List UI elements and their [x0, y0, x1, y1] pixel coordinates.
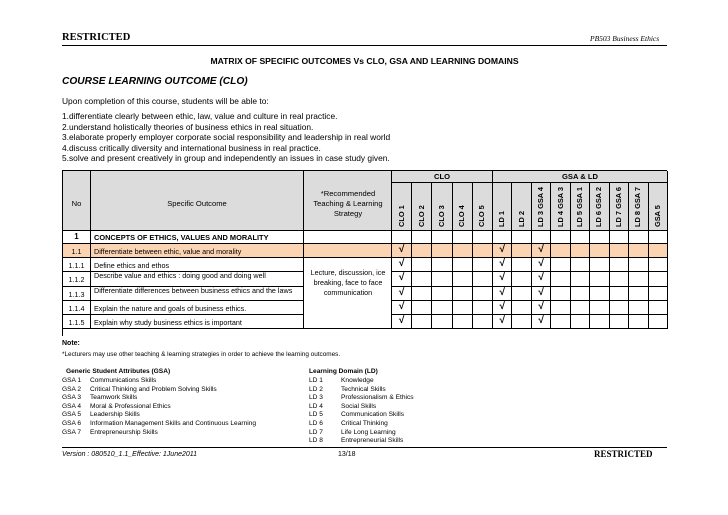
- row-gsa-cell: [590, 287, 609, 301]
- topic-gsa-cell: [493, 231, 512, 244]
- row-no-cell: [63, 315, 91, 329]
- topic-clo-cell: [473, 231, 493, 244]
- row-clo-cell: [453, 258, 473, 272]
- row-gsa-cell: [629, 287, 648, 301]
- gsa-list-item-code: GSA 5: [62, 411, 82, 419]
- row-clo-cell: [392, 287, 412, 301]
- row-outcome-cell: [91, 287, 304, 301]
- gsa-list-item-name: Communications Skills: [90, 377, 157, 384]
- clo-item: 3.elaborate properly employer corporate social responsibility and leadership in real world: [62, 132, 391, 143]
- gsa-list-item-name: Leadership Skills: [90, 411, 140, 419]
- row-gsa-cell: [532, 301, 551, 315]
- topic-gsa-cell: [512, 231, 531, 244]
- row-gsa-cell: [493, 272, 512, 286]
- row-clo-cell: [473, 258, 493, 272]
- row-gsa-cell: [532, 272, 551, 286]
- topic-no: 1: [74, 232, 79, 241]
- gsa-list-item: [62, 420, 302, 429]
- row-gsa-cell: [571, 244, 590, 258]
- header-gsa-column: [551, 183, 570, 231]
- tick-mark: √: [398, 272, 405, 284]
- tick-mark: √: [398, 300, 405, 312]
- row-outcome-cell: [91, 272, 304, 286]
- row-outcome: Define ethics and ethos: [94, 261, 170, 271]
- row-gsa-cell: [512, 244, 531, 258]
- ld-list-item-code: LD 6: [309, 419, 323, 427]
- header-specific-outcome-label: Specific Outcome: [167, 199, 227, 208]
- header-gsa-column: [532, 183, 551, 231]
- tick-mark: √: [499, 272, 505, 284]
- header-gsa-column-label: LD 2: [516, 210, 526, 227]
- topic-clo-cell: [412, 231, 432, 244]
- row-gsa-cell: [610, 301, 629, 315]
- row-gsa-cell: [551, 258, 570, 272]
- tick-mark: √: [538, 258, 544, 270]
- strategy-text: Lecture, discussion, ice breaking, face to face communication: [310, 268, 386, 298]
- ld-list-item-code: LD 4: [309, 402, 323, 410]
- tick-mark: √: [398, 258, 405, 270]
- gsa-list-item: [62, 403, 302, 412]
- row-no: 1.1.5: [68, 318, 85, 327]
- row-gsa-cell: [551, 272, 570, 286]
- row-gsa-cell: [590, 301, 609, 315]
- topic-gsa-cell: [649, 231, 668, 244]
- row-gsa-cell: [590, 244, 609, 258]
- footer-rule: [62, 447, 667, 448]
- clo-item: 5.solve and present creatively in group and independently an issues in case study given.: [62, 153, 390, 164]
- gsa-list-item-name: Entrepreneurship Skills: [90, 428, 158, 436]
- ld-list-item-name: Social Skills: [341, 402, 377, 410]
- row-gsa-cell: [512, 272, 531, 286]
- row-no: 1.1.4: [68, 303, 85, 313]
- row-gsa-cell: [649, 287, 668, 301]
- ld-list-item-name: Entrepreneurial Skills: [341, 437, 404, 445]
- header-gsa-column-label: LD 1: [497, 210, 507, 227]
- row-no: 1.1.1: [68, 261, 85, 271]
- row-gsa-cell: [649, 301, 668, 315]
- clo-intro: Upon completion of this course, students will be able to:: [62, 96, 269, 106]
- strategy-merged-cell: [304, 258, 392, 329]
- topic-gsa-cell: [551, 231, 570, 244]
- row-clo-cell: [453, 301, 473, 315]
- row-clo-cell: [473, 301, 493, 315]
- header-clo-column: [453, 183, 473, 231]
- gsa-list-item: [62, 377, 302, 386]
- row-gsa-cell: [532, 287, 551, 301]
- row-gsa-cell: [590, 272, 609, 286]
- gsa-list-item-code: GSA 3: [62, 394, 82, 402]
- gsa-list-item-code: GSA 1: [62, 377, 82, 384]
- ld-list-item: [309, 394, 509, 403]
- row-no-cell: [63, 244, 91, 258]
- row-no-cell: [63, 287, 91, 301]
- topic-clo-cell: [453, 231, 473, 244]
- tick-mark: √: [499, 315, 505, 326]
- row-gsa-cell: [590, 315, 609, 329]
- header-clo-column-label: CLO 1: [396, 205, 406, 227]
- row-clo-cell: [453, 287, 473, 301]
- row-gsa-cell: [590, 258, 609, 272]
- row-clo-cell: [432, 287, 452, 301]
- header-group-gsa-label: GSA & LD: [562, 172, 598, 181]
- header-clo-column-label: CLO 4: [457, 205, 467, 227]
- header-gsa-column: [493, 183, 512, 231]
- row-gsa-cell: [649, 244, 668, 258]
- row-gsa-cell: [493, 258, 512, 272]
- header-gsa-column-label: LD 5 GSA 1: [574, 187, 584, 227]
- row-gsa-cell: [571, 301, 590, 315]
- row-gsa-cell: [493, 301, 512, 315]
- row-gsa-cell: [512, 287, 531, 301]
- header-gsa-column: [512, 183, 531, 231]
- ld-list-item: [309, 411, 509, 420]
- header-group-gsa-ld: [493, 171, 668, 183]
- gsa-list-item-code: GSA 4: [62, 402, 82, 410]
- tick-mark: √: [538, 244, 544, 255]
- row-gsa-cell: [571, 258, 590, 272]
- gsa-list: [62, 377, 302, 437]
- gsa-list-item: [62, 429, 302, 438]
- header-gsa-column-label: LD 4 GSA 3: [555, 187, 565, 227]
- header-gsa-column: [629, 183, 648, 231]
- gsa-list-item-name: Information Management Skills and Continuous Learning: [90, 419, 257, 427]
- ld-list-item-code: LD 2: [309, 385, 323, 393]
- header-clo-column: [432, 183, 452, 231]
- row-clo-cell: [392, 301, 412, 315]
- row-outcome-cell: [91, 315, 304, 329]
- header-classification: RESTRICTED: [62, 32, 131, 43]
- header-group-clo: [392, 171, 493, 183]
- ld-list-item-name: Knowledge: [341, 377, 374, 384]
- note-text: *Lecturers may use other teaching & learning strategies in order to achieve the learning outcomes.: [62, 351, 341, 358]
- row-outcome-cell: [91, 301, 304, 315]
- tick-mark: √: [499, 244, 505, 255]
- row-no-cell: [63, 301, 91, 315]
- header-gsa-column-label: LD 8 GSA 7: [633, 187, 643, 227]
- row-gsa-cell: [532, 244, 551, 258]
- ld-list-item: [309, 403, 509, 412]
- row-gsa-cell: [512, 258, 531, 272]
- clo-list: [62, 111, 390, 164]
- row-no-cell: [63, 258, 91, 272]
- topic-title: CONCEPTS OF ETHICS, VALUES AND MORALITY: [94, 232, 269, 242]
- row-clo-cell: [453, 244, 473, 258]
- row-gsa-cell: [649, 315, 668, 329]
- footer-version: Version : 080510_1.1_Effective: 1June2011: [62, 451, 198, 458]
- row-no-cell: [63, 272, 91, 286]
- header-strategy-label: *Recommended Teaching & Learning Strategy: [313, 189, 383, 218]
- row-clo-cell: [432, 301, 452, 315]
- ld-list: [309, 377, 509, 446]
- header-clo-column-label: CLO 5: [477, 205, 487, 227]
- header-gsa-column: [590, 183, 609, 231]
- row-no: 1.1.2: [68, 275, 85, 285]
- tick-mark: √: [398, 244, 405, 255]
- header-clo-column-label: CLO 2: [416, 205, 426, 227]
- topic-title-cell: [91, 231, 304, 244]
- ld-list-item-code: LD 5: [309, 411, 323, 419]
- ld-list-item: [309, 386, 509, 395]
- row-gsa-cell: [551, 315, 570, 329]
- header-strategy: [304, 171, 392, 231]
- row-gsa-cell: [610, 287, 629, 301]
- row-gsa-cell: [629, 301, 648, 315]
- header-rule: [62, 45, 667, 46]
- ld-list-item-code: LD 3: [309, 394, 323, 402]
- gsa-list-item: [62, 411, 302, 420]
- tick-mark: √: [538, 315, 544, 326]
- row-clo-cell: [392, 272, 412, 286]
- ld-list-item: [309, 437, 509, 446]
- row-clo-cell: [432, 244, 452, 258]
- gsa-list-item-name: Critical Thinking and Problem Solving Skills: [90, 385, 217, 393]
- row-gsa-cell: [493, 244, 512, 258]
- ld-list-item-name: Communication Skills: [341, 411, 405, 419]
- gsa-list-heading: Generic Student Attributes (GSA): [66, 368, 171, 375]
- row-no: 1.1.3: [68, 289, 85, 299]
- ld-list-item-code: LD 1: [309, 377, 323, 384]
- topic-gsa-cell: [532, 231, 551, 244]
- ld-list-item-name: Critical Thinking: [341, 419, 388, 427]
- row-outcome: Explain why study business ethics is important: [94, 318, 242, 327]
- gsa-list-item: [62, 394, 302, 403]
- row-gsa-cell: [532, 258, 551, 272]
- row-gsa-cell: [629, 272, 648, 286]
- row-clo-cell: [412, 301, 432, 315]
- row-gsa-cell: [571, 272, 590, 286]
- row-gsa-cell: [571, 315, 590, 329]
- row-clo-cell: [392, 315, 412, 329]
- ld-list-item-name: Professionalism & Ethics: [341, 394, 414, 402]
- row-clo-cell: [473, 244, 493, 258]
- gsa-list-item: [62, 386, 302, 395]
- row-gsa-cell: [610, 244, 629, 258]
- topic-gsa-cell: [590, 231, 609, 244]
- tick-mark: √: [398, 315, 405, 326]
- row-clo-cell: [392, 258, 412, 272]
- footer-classification: RESTRICTED: [594, 449, 653, 459]
- ld-list-heading: Learning Domain (LD): [309, 368, 378, 375]
- topic-gsa-cell: [610, 231, 629, 244]
- header-gsa-column-label: LD 7 GSA 6: [613, 187, 623, 227]
- ld-list-item-name: Technical Skills: [341, 385, 386, 393]
- row-gsa-cell: [512, 301, 531, 315]
- row-clo-cell: [412, 287, 432, 301]
- header-gsa-column: [649, 183, 668, 231]
- gsa-list-item-code: GSA 7: [62, 428, 82, 436]
- header-gsa-column: [610, 183, 629, 231]
- ld-list-item: [309, 429, 509, 438]
- row-gsa-cell: [629, 244, 648, 258]
- row-gsa-cell: [610, 258, 629, 272]
- row-outcome: Describe value and ethics : doing good and doing well: [94, 272, 266, 281]
- ld-list-item-code: LD 7: [309, 428, 323, 436]
- tick-mark: √: [499, 300, 505, 312]
- topic-clo-cell: [392, 231, 412, 244]
- header-specific-outcome: [91, 171, 304, 231]
- topic-strategy-cell: [304, 231, 392, 244]
- clo-item: 1.differentiate clearly between ethic, law, value and culture in real practice.: [62, 111, 338, 121]
- tick-mark: √: [538, 300, 544, 312]
- header-clo-column: [473, 183, 493, 231]
- clo-heading: COURSE LEARNING OUTCOME (CLO): [62, 76, 248, 87]
- gsa-list-item-name: Moral & Professional Ethics: [90, 402, 171, 410]
- topic-gsa-cell: [629, 231, 648, 244]
- row-clo-cell: [392, 244, 412, 258]
- row-gsa-cell: [551, 301, 570, 315]
- tick-mark: √: [538, 286, 544, 298]
- row-clo-cell: [412, 258, 432, 272]
- gsa-list-item-code: GSA 6: [62, 419, 82, 427]
- topic-clo-cell: [432, 231, 452, 244]
- footer-page-number: 13/18: [338, 451, 356, 458]
- row-gsa-cell: [610, 272, 629, 286]
- row-clo-cell: [412, 272, 432, 286]
- row-strategy-cell: [304, 244, 392, 258]
- gsa-list-item-name: Teamwork Skills: [90, 394, 138, 402]
- ld-list-item-code: LD 8: [309, 437, 323, 445]
- ld-list-item: [309, 377, 509, 386]
- header-gsa-column: [571, 183, 590, 231]
- row-clo-cell: [432, 272, 452, 286]
- ld-list-item-name: Life Long Learning: [341, 428, 396, 436]
- tick-mark: √: [398, 286, 405, 298]
- row-clo-cell: [473, 272, 493, 286]
- row-no: 1.1: [71, 247, 82, 256]
- row-outcome-cell: [91, 244, 304, 258]
- row-outcome-cell: [91, 258, 304, 272]
- row-clo-cell: [473, 287, 493, 301]
- header-clo-column: [412, 183, 432, 231]
- row-outcome: Explain the nature and goals of business ethics.: [94, 303, 247, 313]
- tick-mark: √: [538, 272, 544, 284]
- clo-item: 2.understand holistically theories of business ethics in real situation.: [62, 121, 314, 132]
- header-gsa-column-label: LD 6 GSA 2: [594, 187, 604, 227]
- row-clo-cell: [412, 244, 432, 258]
- topic-no-cell: [63, 231, 91, 244]
- header-gsa-column-label: LD 3 GSA 4: [536, 187, 546, 227]
- gsa-list-item-code: GSA 2: [62, 385, 82, 393]
- header-gsa-column-label: GSA 5: [652, 205, 662, 227]
- row-gsa-cell: [571, 287, 590, 301]
- row-clo-cell: [453, 272, 473, 286]
- header-no-label: No: [71, 199, 82, 208]
- row-gsa-cell: [512, 315, 531, 329]
- clo-item: 4.discuss critically diversity and international business in real practice.: [62, 142, 321, 153]
- header-clo-column-label: CLO 3: [436, 205, 446, 227]
- row-clo-cell: [412, 315, 432, 329]
- row-clo-cell: [473, 315, 493, 329]
- outcome-matrix-table: [62, 170, 667, 336]
- tick-mark: √: [499, 286, 505, 298]
- row-gsa-cell: [493, 315, 512, 329]
- tick-mark: √: [499, 258, 505, 270]
- page-title: MATRIX OF SPECIFIC OUTCOMES Vs CLO, GSA AND LEARNING DOMAINS: [210, 56, 519, 66]
- row-outcome: Differentiate between ethic, value and morality: [94, 247, 242, 256]
- row-clo-cell: [432, 258, 452, 272]
- row-outcome: Differentiate differences between business ethics and the laws: [94, 286, 293, 295]
- row-gsa-cell: [629, 258, 648, 272]
- row-clo-cell: [432, 315, 452, 329]
- topic-gsa-cell: [571, 231, 590, 244]
- row-gsa-cell: [649, 258, 668, 272]
- row-clo-cell: [453, 315, 473, 329]
- row-gsa-cell: [532, 315, 551, 329]
- ld-list-item: [309, 420, 509, 429]
- row-gsa-cell: [551, 287, 570, 301]
- row-gsa-cell: [649, 272, 668, 286]
- header-no: [63, 171, 91, 231]
- row-gsa-cell: [551, 244, 570, 258]
- header-group-clo-label: CLO: [433, 172, 451, 181]
- row-gsa-cell: [493, 287, 512, 301]
- row-gsa-cell: [629, 315, 648, 329]
- header-course-code: PB503 Business Ethics: [590, 34, 660, 43]
- header-clo-column: [392, 183, 412, 231]
- note-label: Note:: [62, 340, 80, 347]
- row-gsa-cell: [610, 315, 629, 329]
